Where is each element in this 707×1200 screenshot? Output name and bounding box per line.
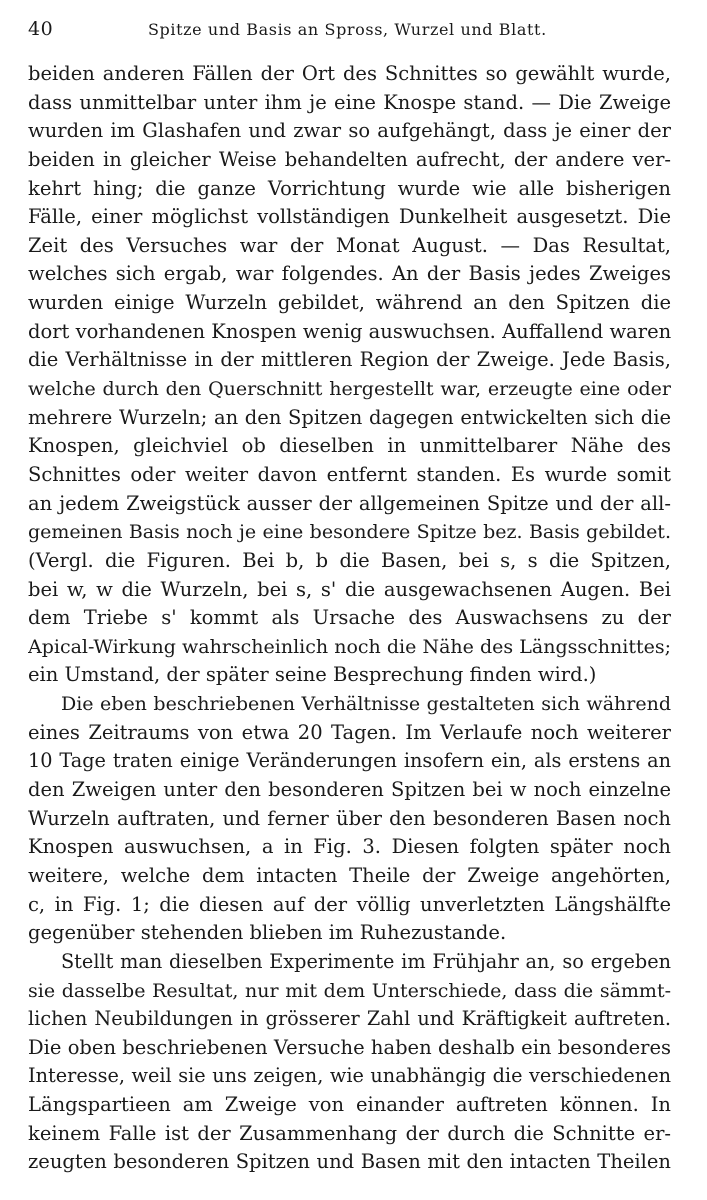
text-line: sie dasselbe Resultat, nur mit dem Unterschiede, dass die sämmt- (28, 979, 671, 1002)
running-title: Spitze und Basis an Spross, Wurzel und Blatt. (148, 20, 547, 39)
text-line: Zeit des Versuches war der Monat August. — Das Resultat, (28, 233, 671, 257)
text-line: beiden in gleicher Weise behandelten aufrecht, der andere ver- (28, 147, 671, 171)
text-line: lichen Neubildungen in grösserer Zahl und Kräftigkeit auftreten. (28, 1007, 671, 1031)
text-line: Knospen, gleichviel ob dieselben in unmittelbarer Nähe des (28, 434, 671, 458)
text-line: dort vorhandenen Knospen wenig auswuchsen. Auffallend waren (28, 319, 671, 343)
text-line: weitere, welche dem intacten Theile der Zweige angehörten, (28, 863, 671, 887)
text-line: zeugten besonderen Spitzen und Basen mit den intacten Theilen (28, 1150, 671, 1174)
text-line: wurden im Glashafen und zwar so aufgehängt, dass je einer der (28, 119, 671, 143)
text-line: Die oben beschriebenen Versuche haben deshalb ein besonderes (28, 1035, 671, 1059)
page-number: 40 (28, 18, 54, 40)
text-line: ein Umstand, der später seine Besprechung finden wird.) (28, 663, 597, 687)
text-line: Apical-Wirkung wahrscheinlich noch die Nähe des Längsschnittes; (28, 635, 671, 658)
text-line: dass unmittelbar unter ihm je eine Knospe stand. — Die Zweige (28, 90, 671, 114)
text-line: wurden einige Wurzeln gebildet, während an den Spitzen die (28, 291, 671, 315)
page-header (28, 18, 677, 48)
text-line: gegenüber stehenden blieben im Ruhezustande. (28, 921, 507, 945)
text-line: gemeinen Basis noch je eine besondere Spitze bez. Basis gebildet. (28, 521, 671, 544)
text-line: Längspartieen am Zweige von einander auftreten können. In (28, 1093, 671, 1117)
text-line: beiden anderen Fällen der Ort des Schnittes so gewählt wurde, (28, 62, 671, 85)
text-line: die Verhältnisse in der mittleren Region der Zweige. Jede Basis, (28, 348, 671, 372)
text-line: den Zweigen unter den besonderen Spitzen bei w noch einzelne (28, 778, 671, 802)
text-line: (Vergl. die Figuren. Bei b, b die Basen, bei s, s die Spitzen, (28, 548, 671, 572)
text-line: bei w, w die Wurzeln, bei s, s' die ausgewachsenen Augen. Bei (28, 577, 671, 601)
text-line: Wurzeln auftraten, und ferner über den besonderen Basen noch (28, 806, 671, 830)
text-line: Schnittes oder weiter davon entfernt standen. Es wurde somit (28, 462, 671, 486)
text-line: Stellt man dieselben Experimente im Frühjahr an, so ergeben (61, 949, 671, 973)
text-line: Fälle, einer möglichst vollständigen Dunkelheit ausgesetzt. Die (28, 205, 671, 229)
text-line: Knospen auswuchsen, a in Fig. 3. Diesen folgten später noch (28, 835, 671, 859)
text-line: 10 Tage traten einige Veränderungen insofern ein, als erstens an (28, 749, 671, 773)
text-line: eines Zeitraums von etwa 20 Tagen. Im Verlaufe noch weiterer (28, 720, 671, 744)
text-line: welche durch den Querschnitt hergestellt war, erzeugte eine oder (28, 378, 671, 401)
text-line: dem Triebe s' kommt als Ursache des Auswachsens zu der (28, 606, 671, 630)
text-line: an jedem Zweigstück ausser der allgemeinen Spitze und der all- (28, 491, 671, 515)
text-line: welches sich ergab, war folgendes. An der Basis jedes Zweiges (28, 262, 671, 286)
body-text (28, 60, 671, 1177)
text-line: mehrere Wurzeln; an den Spitzen dagegen entwickelten sich die (28, 405, 671, 429)
text-line: Die eben beschriebenen Verhältnisse gestalteten sich während (61, 693, 671, 716)
text-line: c, in Fig. 1; die diesen auf der völlig unverletzten Längshälfte (28, 892, 671, 916)
text-line: kehrt hing; die ganze Vorrichtung wurde wie alle bisherigen (28, 176, 671, 200)
text-line: Interesse, weil sie uns zeigen, wie unabhängig die verschiedenen (28, 1064, 671, 1088)
text-line: keinem Falle ist der Zusammenhang der durch die Schnitte er- (28, 1121, 671, 1145)
